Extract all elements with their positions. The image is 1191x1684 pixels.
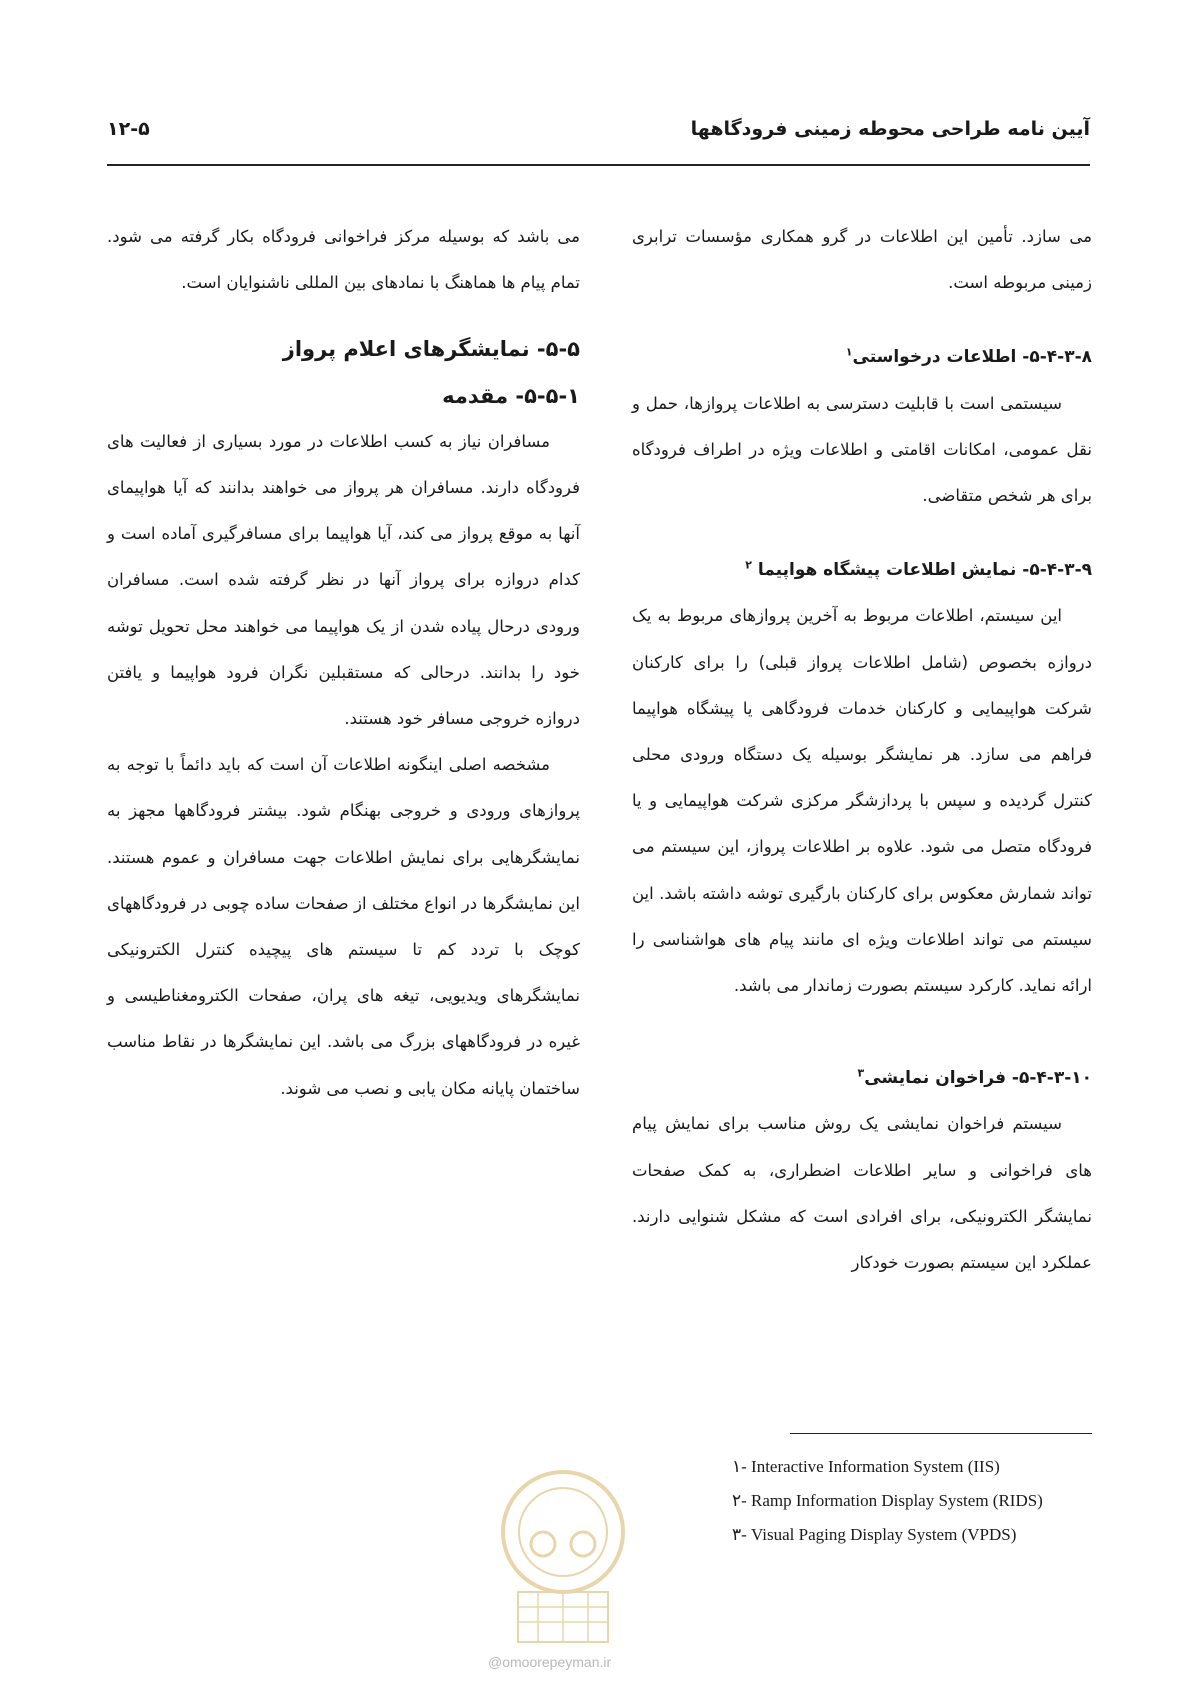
header-title: آیین نامه طراحی محوطه زمینی فرودگاهها: [690, 118, 1090, 140]
paragraph-5-4-3-9: این سیستم، اطلاعات مربوط به آخرین پروازهای مربوط به یک دروازه بخصوص (شامل اطلاعات پرواز قبلی) را برای کارکنان شرکت هواپیمایی و کارکنان خدمات فرودگاهی یا پیشگاه هواپیما فراهم می سازد. هر نمایشگر بوسیله یک دستگاه ورودی محلی کنترل گردیده و سپس با پردازشگر مرکزی شرکت هواپیمایی و یا فرودگاه متصل می شود. علاوه بر اطلاعات پرواز، این سیستم می تواند شمارش معکوس برای کارکنان بارگیری توشه داشته باشد. این سیستم می تواند اطلاعات ویژه ای مانند پیام های هواشناسی را ارائه نماید. کارکرد سیستم بصورت زماندار می باشد.: [632, 606, 1092, 996]
heading-5-5: ۵-۵- نمایشگرهای اعلام پرواز: [282, 337, 580, 362]
publisher-stamp-logo: [488, 1452, 638, 1652]
left-column: [107, 214, 580, 1112]
heading-5-4-3-10: [632, 1055, 1092, 1101]
footnotes: [632, 1450, 1092, 1552]
heading-text: ۵-۴-۳-۹- نمایش اطلاعات پیشگاه هواپیما: [757, 560, 1092, 581]
heading-5-4-3-8: [632, 334, 1092, 380]
heading-5-4-3-9: [632, 547, 1092, 593]
heading-text: ۵-۴-۳-۸- اطلاعات درخواستی: [852, 347, 1092, 368]
footnote-divider: [790, 1433, 1092, 1434]
footnote-1: ۱- Interactive Information System (IIS): [732, 1457, 1000, 1476]
header-divider: [107, 164, 1090, 166]
page-number: ۱۲-۵: [107, 118, 150, 140]
footnote-2: ۲- Ramp Information Display System (RIDS): [732, 1491, 1043, 1510]
paragraph-intro: می سازد. تأمین این اطلاعات در گرو همکاری مؤسسات ترابری زمینی مربوطه است.: [632, 227, 1092, 293]
page-header: [107, 118, 1090, 168]
paragraph-5-5-1-a: مسافران نیاز به کسب اطلاعات در مورد بسیاری از فعالیت های فرودگاه دارند. مسافران هر پرواز می خواهند بدانند که آیا هواپیمای آنها به موقع پرواز می کند، آیا هواپیما برای مسافرگیری آماده است و کدام دروازه برای پرواز آنها در نظر گرفته شده است. مسافران ورودی درحال پیاده شدن از یک هواپیما می خواهند محل تحویل توشه خود را بدانند. درحالی که مستقبلین نگران فرود هواپیما و یافتن دروازه خروجی مسافر خود هستند.: [107, 431, 580, 729]
paragraph-5-4-3-8: سیستمی است با قابلیت دسترسی به اطلاعات پروازها، حمل و نقل عمومی، امکانات اقامتی و اطلاعات ویژه در اطراف فرودگاه برای هر شخص متقاضی.: [632, 393, 1092, 506]
heading-5-5-1: ۵-۵-۱- مقدمه: [442, 383, 580, 408]
heading-text: ۵-۴-۳-۱۰- فراخوان نمایشی: [864, 1068, 1092, 1089]
paragraph-5-5-1-b: مشخصه اصلی اینگونه اطلاعات آن است که باید دائماً با توجه به پروازهای ورودی و خروجی بهنگام شود. بیشتر فرودگاهها مجهز به نمایشگرهایی برای نمایش اطلاعات جهت مسافران و عموم هستند. این نمایشگرها در انواع مختلف از صفحات ساده چوبی در فرودگاههای کوچک با تردد کم تا سیستم های پیچیده کنترل الکترونیکی نمایشگرهای ویدیویی، تیغه های پران، صفحات الکترومغناطیسی و غیره در فرودگاههای بزرگ می باشد. این نمایشگرها در نقاط مناسب ساختمان پایانه مکان یابی و نصب می شوند.: [107, 755, 580, 1098]
paragraph-5-4-3-10: سیستم فراخوان نمایشی یک روش مناسب برای نمایش پیام های فراخوانی و سایر اطلاعات اضطراری، به کمک صفحات نمایشگر الکترونیکی، برای افرادی است که مشکل شنوایی دارند. عملکرد این سیستم بصورت خودکار: [632, 1114, 1092, 1273]
paragraph-continued: می باشد که بوسیله مرکز فراخوانی فرودگاه بکار گرفته می شود. تمام پیام ها هماهنگ با نمادهای بین المللی ناشنوایان است.: [107, 227, 580, 293]
footnote-3: ۳- Visual Paging Display System (VPDS): [732, 1525, 1017, 1544]
watermark: @omoorepeyman.ir: [488, 1654, 612, 1670]
footnote-ref: ۳: [857, 1066, 865, 1080]
right-column: [632, 214, 1092, 1286]
footnote-ref: ۱: [845, 345, 853, 359]
footnote-ref: ۲: [745, 558, 752, 572]
